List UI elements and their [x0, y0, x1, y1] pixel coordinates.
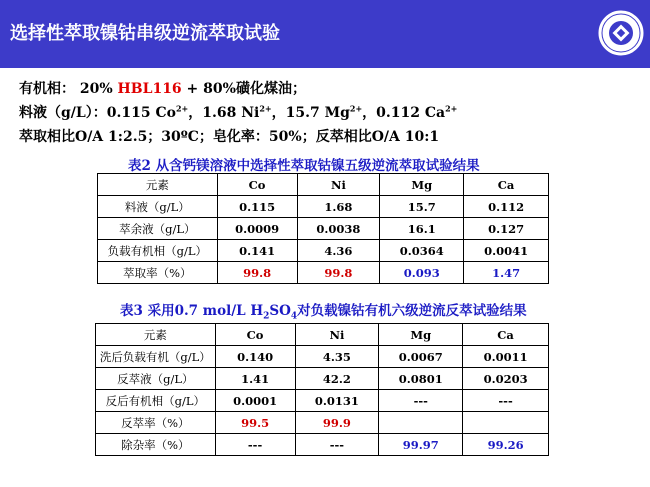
header-cell: 元素 — [98, 174, 218, 196]
table-cell — [379, 412, 463, 434]
header-cell: Ni — [295, 324, 379, 346]
header-cell: Co — [215, 324, 295, 346]
table-cell: 0.0001 — [215, 390, 295, 412]
page-title: 选择性萃取镍钴串级逆流萃取试验 — [10, 23, 280, 44]
row-label: 除杂率（%） — [96, 434, 216, 456]
table-cell: 0.0203 — [463, 368, 549, 390]
organic-phase-line: 有机相： 20% HBL116 + 80%磺化煤油； — [19, 81, 306, 97]
title-banner — [0, 0, 650, 68]
table-row — [98, 196, 549, 218]
table-cell: 99.26 — [463, 434, 549, 456]
table-cell: 0.0041 — [464, 240, 549, 262]
feed-solution-line: 料液（g/L）：0.115 $Co^{2+}$，1.68 $Ni^{2+}$，15.7 $Mg^{2+}$，0.112 $Ca^{2+}$ — [19, 103, 458, 121]
row-label: 负载有机相（g/L） — [98, 240, 218, 262]
table-cell: 4.36 — [297, 240, 380, 262]
table-row — [96, 434, 549, 456]
header-cell: Ca — [463, 324, 549, 346]
row-label: 反萃率（%） — [96, 412, 216, 434]
table-cell: 0.0131 — [295, 390, 379, 412]
table-cell: 99.9 — [295, 412, 379, 434]
table-cell: --- — [295, 434, 379, 456]
table-cell: 0.093 — [380, 262, 464, 284]
header-cell: Mg — [380, 174, 464, 196]
row-label: 反后有机相（g/L） — [96, 390, 216, 412]
table2-caption: 表2 从含钙镁溶液中选择性萃取钴镍五级逆流萃取试验结果 — [128, 158, 480, 174]
table-cell: 0.0364 — [380, 240, 464, 262]
row-label: 反萃液（g/L） — [96, 368, 216, 390]
table-cell: 99.5 — [215, 412, 295, 434]
row-label: 萃取率（%） — [98, 262, 218, 284]
row-label: 料液（g/L） — [98, 196, 218, 218]
table3-caption: 表3 采用0.7 mol/L $H_2SO_4$对负载镍钴有机六级逆流反萃试验结果 — [120, 303, 527, 322]
table-row — [96, 412, 549, 434]
table2 — [97, 173, 549, 284]
table-cell: 0.0011 — [463, 346, 549, 368]
header-cell: Ca — [464, 174, 549, 196]
table-cell: 1.41 — [215, 368, 295, 390]
table-cell: --- — [379, 390, 463, 412]
table-cell: 0.0067 — [379, 346, 463, 368]
table-row — [98, 218, 549, 240]
header-cell: 元素 — [96, 324, 216, 346]
row-label: 萃余液（g/L） — [98, 218, 218, 240]
table-cell: 15.7 — [380, 196, 464, 218]
table-cell: 0.140 — [215, 346, 295, 368]
table-cell: 99.97 — [379, 434, 463, 456]
table-cell: 99.8 — [217, 262, 297, 284]
table-row — [96, 368, 549, 390]
row-label: 洗后负载有机（g/L） — [96, 346, 216, 368]
table-cell: 99.8 — [297, 262, 380, 284]
table-cell: 0.127 — [464, 218, 549, 240]
university-seal-icon — [596, 6, 646, 60]
table-cell: 0.112 — [464, 196, 549, 218]
table-cell: --- — [215, 434, 295, 456]
reagent-name: HBL116 — [117, 81, 182, 97]
table-cell: 0.115 — [217, 196, 297, 218]
table-cell: 0.0038 — [297, 218, 380, 240]
header-cell: Mg — [379, 324, 463, 346]
table-cell: 0.0801 — [379, 368, 463, 390]
table-cell: 0.0009 — [217, 218, 297, 240]
table-cell: 42.2 — [295, 368, 379, 390]
table-header-row — [98, 174, 549, 196]
table-cell: --- — [463, 390, 549, 412]
table-cell: 1.68 — [297, 196, 380, 218]
table-row — [98, 262, 549, 284]
header-cell: Co — [217, 174, 297, 196]
table-header-row — [96, 324, 549, 346]
table-row — [96, 390, 549, 412]
conditions-line: 萃取相比O/A 1:2.5；30ºC；皂化率：50%；反萃相比O/A 10:1 — [19, 129, 440, 145]
table-cell: 4.35 — [295, 346, 379, 368]
table-cell — [463, 412, 549, 434]
table-row — [98, 240, 549, 262]
table-cell: 16.1 — [380, 218, 464, 240]
table-row — [96, 346, 549, 368]
table-cell: 0.141 — [217, 240, 297, 262]
table3 — [95, 323, 549, 456]
table-cell: 1.47 — [464, 262, 549, 284]
header-cell: Ni — [297, 174, 380, 196]
